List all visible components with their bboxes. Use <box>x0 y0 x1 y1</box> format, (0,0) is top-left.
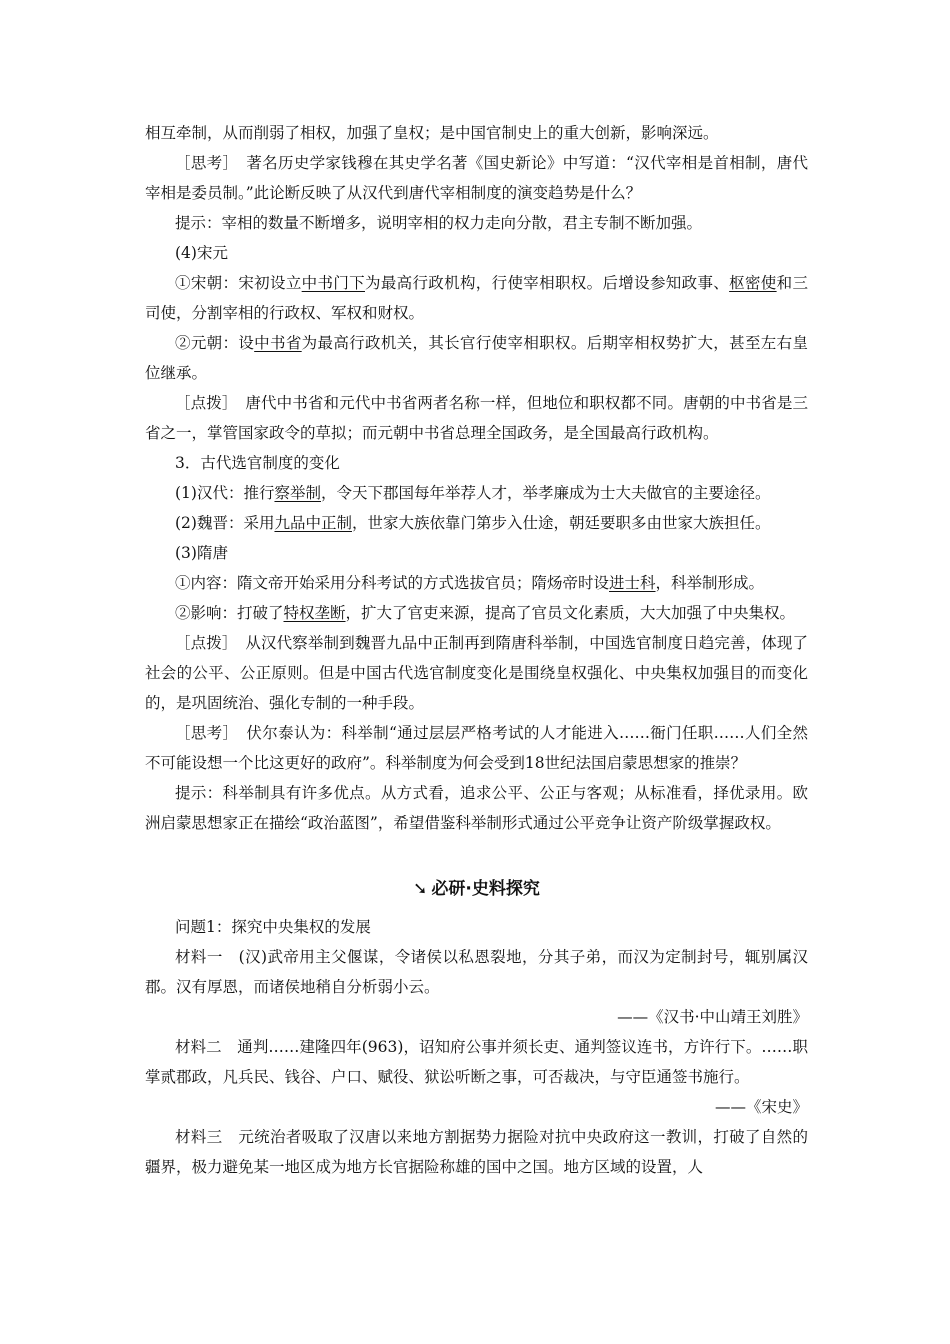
text-run: (1)汉代：推行 <box>175 484 275 502</box>
underlined-term: 中书门下 <box>301 274 365 292</box>
text-run: ，科举制形成。 <box>655 574 765 592</box>
hint-paragraph: 提示：科举制具有许多优点。从方式看，追求公平、公正与客观；从标准看，择优录用。欧洲启蒙思想家正在描绘“政治蓝图”，希望借鉴科举制形式通过公平竞争让资产阶级掌握政权。 <box>145 784 808 832</box>
subheading-sui-tang: (3)隋唐 <box>175 544 228 562</box>
subheading-official-selection: 3．古代选官制度的变化 <box>175 454 340 472</box>
material-paragraph: 材料二 通判……建隆四年(963)，诏知府公事并须长吏、通判签议连书，方许行下。……职掌贰郡政，凡兵民、钱谷、户口、赋役、狱讼听断之事，可否裁决，与守臣通签书施行。 <box>145 1038 808 1086</box>
underlined-term: 特权垄断 <box>283 604 346 622</box>
thinking-paragraph: ［思考］ 著名历史学家钱穆在其史学名著《国史新论》中写道：“汉代宰相是首相制，唐代宰相是委员制。”此论断反映了从汉代到唐代宰相制度的演变趋势是什么？ <box>145 154 808 202</box>
text-run: 和三司使，分割宰相的行政权、军权和财权。 <box>145 274 808 322</box>
underlined-term: 九品中正制 <box>274 514 352 532</box>
text-run: 为最高行政机构，行使宰相职权。后增设参知政事、 <box>364 274 730 292</box>
text-run: 为最高行政机关，其长官行使宰相职权。后期宰相权势扩大，甚至左右皇位继承。 <box>145 334 808 382</box>
text-run: (2)魏晋：采用 <box>175 514 275 532</box>
paragraph: 相互牵制，从而削弱了相权，加强了皇权；是中国官制史上的重大创新，影响深远。 <box>145 124 719 142</box>
note-paragraph: ［点拨］ 唐代中书省和元代中书省两者名称一样，但地位和职权都不同。唐朝的中书省是三省之一，掌管国家政令的草拟；而元朝中书省总理全国政务，是全国最高行政机构。 <box>145 394 808 442</box>
material-paragraph: 材料三 元统治者吸取了汉唐以来地方割据势力据险对抗中央政府这一教训，打破了自然的疆界，极力避免某一地区成为地方长官据险称雄的国中之国。地方区域的设置，人 <box>145 1128 808 1176</box>
text-run: ①宋朝：宋初设立 <box>175 274 302 292</box>
weijin-selection-paragraph <box>145 508 808 538</box>
section-title: 必研·史料探究 <box>431 879 540 899</box>
text-run: ，世家大族依靠门第步入仕途，朝廷要职多由世家大族担任。 <box>351 514 771 532</box>
subheading-song-yuan: (4)宋元 <box>175 244 228 262</box>
material-source: ——《宋史》 <box>714 1098 808 1116</box>
text-run: ，令天下郡国每年举荐人才，举孝廉成为士大夫做官的主要途径。 <box>320 484 771 502</box>
arrow-icon: ➘ <box>413 879 428 899</box>
text-run: ②影响：打破了 <box>175 604 284 622</box>
hint-paragraph: 提示：宰相的数量不断增多，说明宰相的权力走向分散，君主专制不断加强。 <box>175 214 703 232</box>
section-heading <box>145 874 808 904</box>
note-paragraph: ［点拨］ 从汉代察举制到魏晋九品中正制再到隋唐科举制，中国选官制度日趋完善，体现了社会的公平、公正原则。但是中国古代选官制度变化是围绕皇权强化、中央集权加强目的而变化的，是巩固统治、强化专制的一种手段。 <box>145 634 808 712</box>
content-paragraph <box>145 568 808 598</box>
underlined-term: 察举制 <box>274 484 321 502</box>
song-dynasty-paragraph <box>145 268 808 328</box>
material-source: ——《汉书·中山靖王刘胜》 <box>617 1008 808 1026</box>
thinking-paragraph: ［思考］ 伏尔泰认为：科举制“通过层层严格考试的人才能进入……衙门任职……人们全然不可能设想一个比这更好的政府”。科举制度为何会受到18世纪法国启蒙思想家的推崇？ <box>145 724 808 772</box>
influence-paragraph <box>145 598 808 628</box>
text-run: ①内容：隋文帝开始采用分科考试的方式选拔官员；隋炀帝时设 <box>175 574 610 592</box>
han-selection-paragraph <box>145 478 808 508</box>
underlined-term: 进士科 <box>609 574 656 592</box>
yuan-dynasty-paragraph <box>145 328 808 388</box>
text-run: ②元朝：设 <box>175 334 255 352</box>
underlined-term: 枢密使 <box>729 274 777 292</box>
underlined-term: 中书省 <box>254 334 302 352</box>
text-run: ，扩大了官吏来源，提高了官员文化素质，大大加强了中央集权。 <box>345 604 796 622</box>
document-body <box>145 118 808 1182</box>
question-title: 问题1：探究中央集权的发展 <box>175 918 371 936</box>
material-paragraph: 材料一 (汉)武帝用主父偃谋，令诸侯以私恩裂地，分其子弟，而汉为定制封号，辄别属汉郡。汉有厚恩，而诸侯地稍自分析弱小云。 <box>145 948 808 996</box>
